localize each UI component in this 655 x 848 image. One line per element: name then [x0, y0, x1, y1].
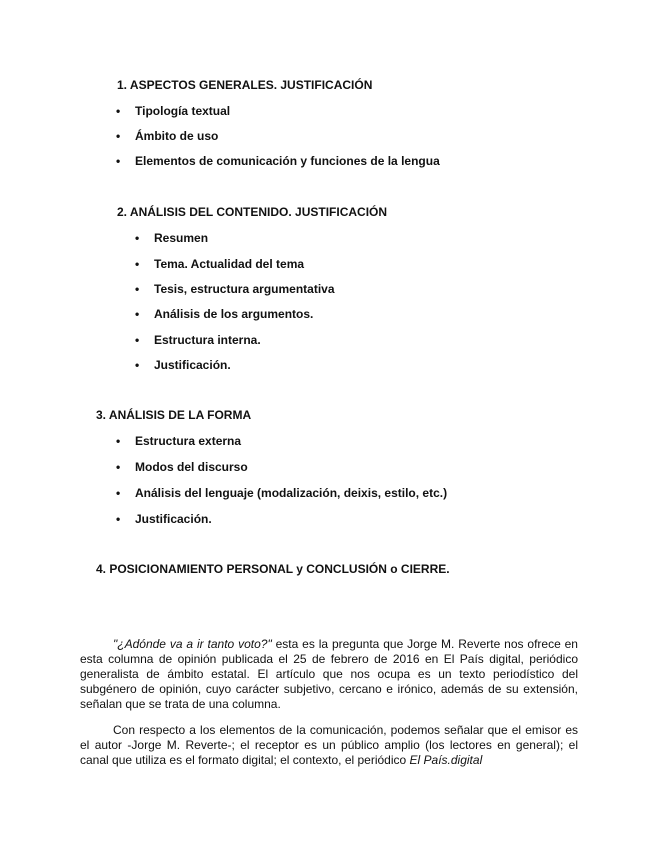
paragraph-2: [80, 723, 578, 768]
list-item-label: Justificación.: [154, 358, 231, 372]
list-item: [116, 154, 440, 168]
list-item-label: Ámbito de uso: [135, 129, 219, 143]
list-item: [135, 257, 305, 271]
bullet: •: [116, 129, 121, 143]
section-3-heading: 3. ANÁLISIS DE LA FORMA: [96, 408, 252, 422]
section-4-heading: 4. POSICIONAMIENTO PERSONAL y CONCLUSIÓN o CIERRE.: [96, 562, 450, 576]
bullet: •: [116, 154, 121, 168]
paragraph-1-quote: "¿Adónde va a ir tanto voto?": [113, 637, 272, 651]
list-item-label: Estructura externa: [135, 434, 242, 448]
paragraph-1-text: esta es la pregunta que Jorge M. Reverte nos ofrece en esta columna de opinión publicada el 25 de febrero de 2016 en El País digital, periódico generalista de ámbito estatal. El artículo que nos ocupa es un texto periodístico del subgénero de opinión, cuyo carácter subjetivo, cercano e irónico, además de su extensión, señalan que se trata de una columna.: [80, 637, 578, 711]
section-2-heading: 2. ANÁLISIS DEL CONTENIDO. JUSTIFICACIÓN: [117, 205, 388, 219]
list-item-label: Tema. Actualidad del tema: [154, 257, 305, 271]
bullet: •: [116, 460, 121, 474]
paragraph-1: [80, 637, 578, 712]
list-item-label: Tipología textual: [135, 104, 231, 118]
list-item: [135, 282, 335, 296]
list-item-label: Tesis, estructura argumentativa: [154, 282, 335, 296]
list-item: [116, 486, 448, 500]
bullet: •: [135, 231, 140, 245]
list-item: [135, 307, 314, 321]
list-item-label: Justificación.: [135, 512, 212, 526]
bullet: •: [135, 282, 140, 296]
list-item: [116, 460, 248, 474]
list-item: [116, 512, 212, 526]
list-item: [116, 104, 231, 118]
paragraph-2-italic-end: El País.digital: [409, 753, 483, 767]
section-1-heading: 1. ASPECTOS GENERALES. JUSTIFICACIÓN: [117, 78, 373, 92]
bullet: •: [116, 104, 121, 118]
paragraph-2-text: Con respecto a los elementos de la comunicación, podemos señalar que el emisor es el autor -Jorge M. Reverte-; el receptor es un público amplio (los lectores en general); el canal que utiliza es el formato digital; el contexto, el periódico: [80, 723, 578, 767]
list-item-label: Análisis de los argumentos.: [154, 307, 314, 321]
list-item-label: Elementos de comunicación y funciones de la lengua: [135, 154, 440, 168]
bullet: •: [116, 512, 121, 526]
bullet: •: [135, 257, 140, 271]
list-item-label: Análisis del lenguaje (modalización, deixis, estilo, etc.): [135, 486, 448, 500]
list-item: [116, 434, 242, 448]
list-item-label: Estructura interna.: [154, 333, 261, 347]
list-item: [116, 129, 219, 143]
list-item-label: Modos del discurso: [135, 460, 248, 474]
bullet: •: [116, 486, 121, 500]
list-item: [135, 231, 209, 245]
bullet: •: [116, 434, 121, 448]
bullet: •: [135, 333, 140, 347]
list-item: [135, 358, 231, 372]
list-item-label: Resumen: [154, 231, 209, 245]
bullet: •: [135, 358, 140, 372]
list-item: [135, 333, 261, 347]
bullet: •: [135, 307, 140, 321]
